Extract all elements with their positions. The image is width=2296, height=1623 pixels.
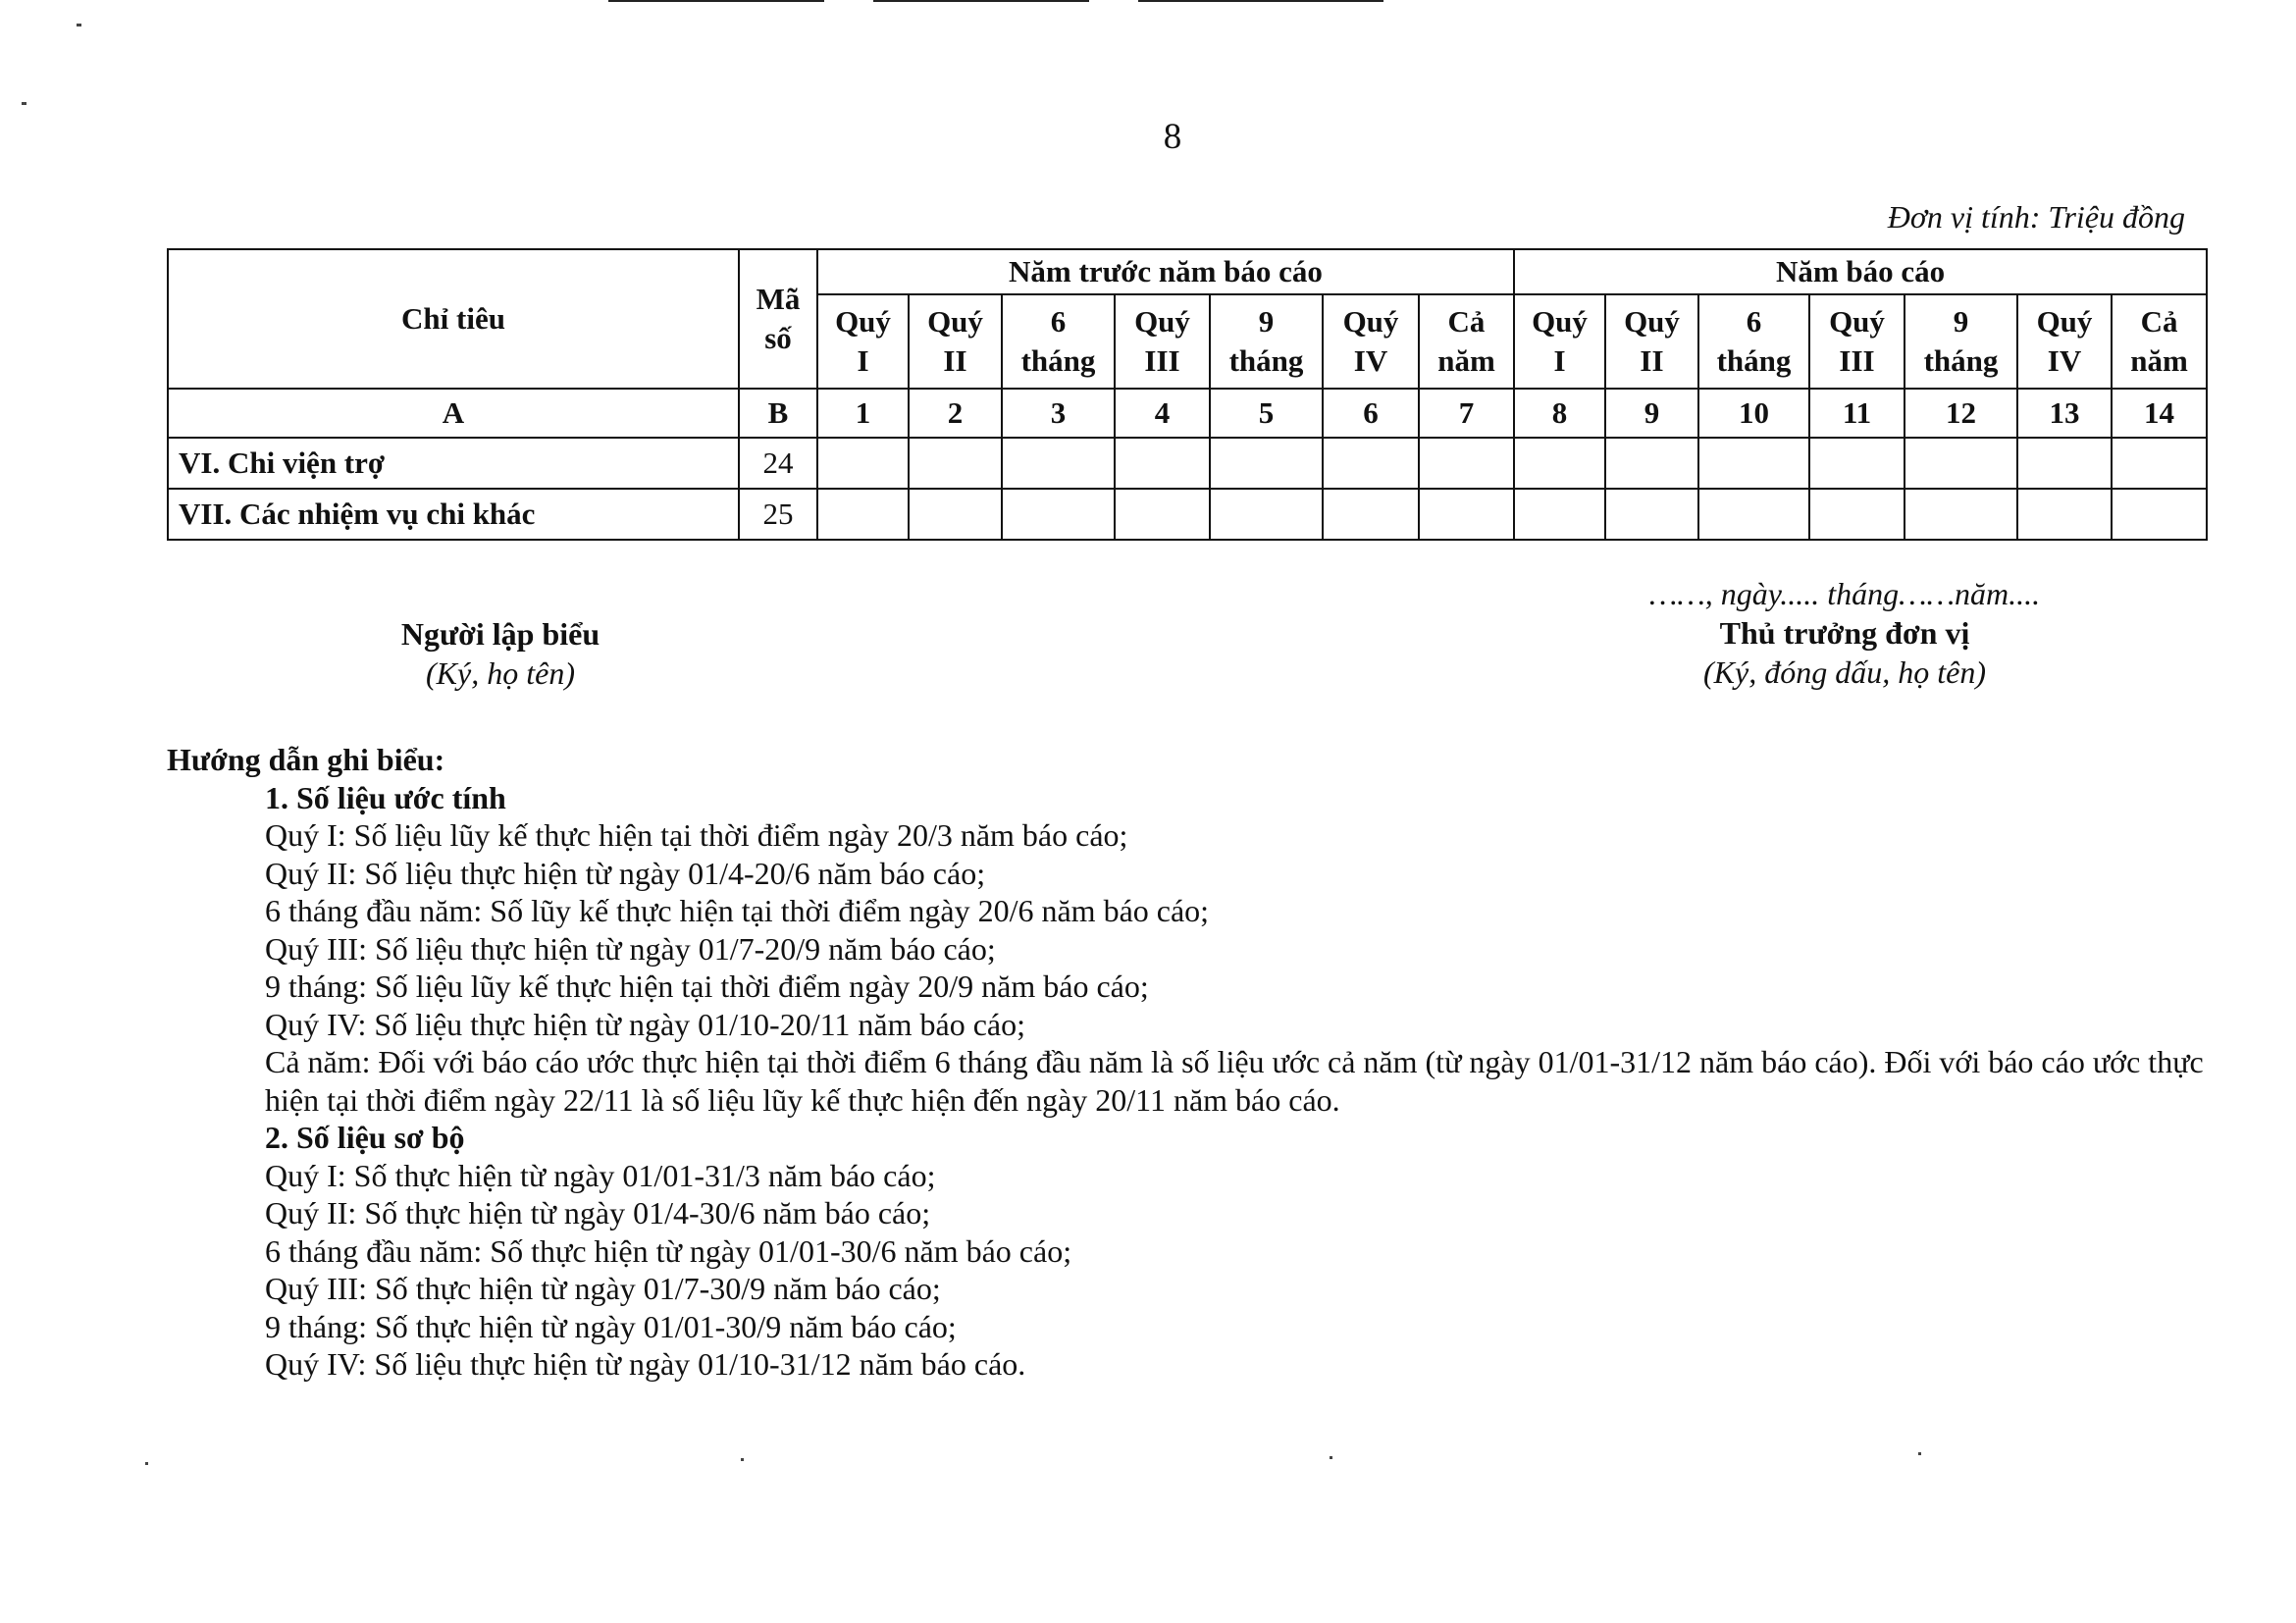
- column-code: 1: [817, 389, 909, 438]
- instructions-section-title: 2. Số liệu sơ bộ: [265, 1120, 465, 1155]
- head-note: (Ký, đóng dấu, họ tên): [1703, 654, 1986, 690]
- header-period-line2: tháng: [1716, 343, 1792, 378]
- empty-cell: [1605, 489, 1698, 540]
- scan-speck: [22, 102, 26, 105]
- header-period: [1115, 294, 1210, 389]
- empty-cell: [1419, 489, 1514, 540]
- header-period-line2: IV: [2047, 343, 2082, 378]
- column-code: 10: [1698, 389, 1809, 438]
- header-period-line2: I: [857, 343, 869, 378]
- header-period: [1698, 294, 1809, 389]
- header-period: [909, 294, 1002, 389]
- column-code: A: [168, 389, 739, 438]
- row-code: 25: [739, 489, 817, 540]
- empty-cell: [1115, 489, 1210, 540]
- header-period-line2: II: [1640, 343, 1664, 378]
- header-period-line1: 9: [1258, 304, 1275, 339]
- preparer-signature-block: [275, 614, 726, 693]
- column-code: 5: [1210, 389, 1323, 438]
- header-period: [1002, 294, 1115, 389]
- instructions-title: Hướng dẫn ghi biểu:: [167, 742, 445, 777]
- header-period-line1: Quý: [1829, 304, 1885, 339]
- header-period-line1: Quý: [1342, 304, 1399, 339]
- scan-edge-line: [608, 0, 824, 2]
- empty-cell: [1514, 489, 1605, 540]
- header-period-line1: Cả: [2140, 304, 2178, 339]
- column-code-row: [168, 389, 2207, 438]
- instructions-item: Quý IV: Số liệu thực hiện từ ngày 01/10-31/12 năm báo cáo.: [265, 1346, 1026, 1382]
- page-number: 8: [1163, 117, 1182, 157]
- empty-cell: [1210, 438, 1323, 489]
- header-period-line2: tháng: [1923, 343, 1999, 378]
- empty-cell: [1698, 489, 1809, 540]
- header-code: Mã số: [739, 249, 817, 389]
- instructions-item: Quý III: Số thực hiện từ ngày 01/7-30/9 năm báo cáo;: [265, 1271, 941, 1306]
- empty-cell: [1905, 438, 2017, 489]
- instructions-item: 6 tháng đầu năm: Số lũy kế thực hiện tại thời điểm ngày 20/6 năm báo cáo;: [265, 893, 1210, 928]
- empty-cell: [1210, 489, 1323, 540]
- empty-cell: [2017, 438, 2112, 489]
- scan-edge-line: [873, 0, 1089, 2]
- column-code: 11: [1809, 389, 1905, 438]
- column-code: 6: [1323, 389, 1419, 438]
- empty-cell: [1809, 438, 1905, 489]
- header-period: [2017, 294, 2112, 389]
- table-row: [168, 438, 2207, 489]
- scan-speck: [1330, 1456, 1332, 1459]
- header-group-report-year: Năm báo cáo: [1514, 249, 2207, 294]
- column-code: 14: [2112, 389, 2207, 438]
- scan-speck: [77, 24, 81, 26]
- date-line: ……, ngày..... tháng……năm....: [1648, 576, 2041, 611]
- scan-speck: [1918, 1452, 1921, 1455]
- empty-cell: [1115, 438, 1210, 489]
- empty-cell: [1323, 489, 1419, 540]
- instructions-item: 6 tháng đầu năm: Số thực hiện từ ngày 01/01-30/6 năm báo cáo;: [265, 1232, 1072, 1269]
- row-code: 24: [739, 438, 817, 489]
- instructions-item: Quý II: Số thực hiện từ ngày 01/4-30/6 năm báo cáo;: [265, 1195, 931, 1230]
- instructions-item: Quý I: Số thực hiện từ ngày 01/01-31/3 năm báo cáo;: [265, 1157, 936, 1193]
- empty-cell: [2017, 489, 2112, 540]
- header-row-groups: [168, 249, 2207, 294]
- header-period-line1: Quý: [1532, 304, 1588, 339]
- instructions-item: Quý I: Số liệu lũy kế thực hiện tại thời điểm ngày 20/3 năm báo cáo;: [265, 817, 1128, 853]
- instructions-item: 9 tháng: Số thực hiện từ ngày 01/01-30/9 năm báo cáo;: [265, 1308, 957, 1344]
- header-period-line2: II: [943, 343, 967, 378]
- table-body: [168, 438, 2207, 540]
- empty-cell: [1514, 438, 1605, 489]
- head-title: Thủ trưởng đơn vị: [1719, 615, 1970, 651]
- header-period: [1323, 294, 1419, 389]
- header-period-line1: Cả: [1447, 304, 1486, 339]
- header-period: [1210, 294, 1323, 389]
- column-code: 13: [2017, 389, 2112, 438]
- empty-cell: [1809, 489, 1905, 540]
- header-period-line2: III: [1839, 343, 1875, 378]
- header-period: [1809, 294, 1905, 389]
- empty-cell: [1605, 438, 1698, 489]
- header-period: [1514, 294, 1605, 389]
- scan-speck: [741, 1458, 744, 1461]
- column-code: B: [739, 389, 817, 438]
- instructions-item: Quý II: Số liệu thực hiện từ ngày 01/4-20/6 năm báo cáo;: [265, 855, 986, 891]
- row-label: VII. Các nhiệm vụ chi khác: [168, 489, 739, 540]
- table-row: [168, 489, 2207, 540]
- column-code: 9: [1605, 389, 1698, 438]
- header-period-line1: Quý: [1624, 304, 1680, 339]
- head-signature-block: [1550, 574, 2139, 692]
- empty-cell: [1419, 438, 1514, 489]
- header-period-line2: năm: [1437, 343, 1495, 378]
- empty-cell: [817, 489, 909, 540]
- empty-cell: [1002, 489, 1115, 540]
- header-period-line1: 6: [1050, 304, 1067, 339]
- column-code: 8: [1514, 389, 1605, 438]
- column-code: 4: [1115, 389, 1210, 438]
- unit-label: Đơn vị tính: Triệu đồng: [1887, 199, 2185, 235]
- header-period: [1905, 294, 2017, 389]
- empty-cell: [909, 438, 1002, 489]
- empty-cell: [1905, 489, 2017, 540]
- instructions: [167, 741, 2218, 1384]
- header-period-line1: Quý: [2036, 304, 2093, 339]
- column-code: 12: [1905, 389, 2017, 438]
- instructions-item: Cả năm: Đối với báo cáo ước thực hiện tại thời điểm 6 tháng đầu năm là số liệu ước cả năm (từ ngày 01/01-31/12 năm báo cáo). Đối với báo cáo ước thực hiện tại thời điểm ngày 22/11 là số liệu lũy kế thực hiện đến ngày 20/11 năm báo cáo.: [265, 1044, 2204, 1118]
- row-label: VI. Chi viện trợ: [168, 438, 739, 489]
- instructions-section-title: 1. Số liệu ước tính: [265, 779, 506, 815]
- header-period: [1605, 294, 1698, 389]
- preparer-title: Người lập biểu: [400, 616, 600, 652]
- header-period-line1: 9: [1953, 304, 1969, 339]
- header-period-line2: tháng: [1228, 343, 1304, 378]
- header-period-line2: năm: [2130, 343, 2188, 378]
- instructions-item: Quý III: Số liệu thực hiện từ ngày 01/7-20/9 năm báo cáo;: [265, 930, 996, 967]
- empty-cell: [1698, 438, 1809, 489]
- report-table: [167, 248, 2208, 541]
- header-period: [2112, 294, 2207, 389]
- empty-cell: [909, 489, 1002, 540]
- header-period-line2: tháng: [1020, 343, 1096, 378]
- header-period: [1419, 294, 1514, 389]
- empty-cell: [2112, 489, 2207, 540]
- empty-cell: [1002, 438, 1115, 489]
- column-code: 2: [909, 389, 1002, 438]
- empty-cell: [2112, 438, 2207, 489]
- header-group-previous-year: Năm trước năm báo cáo: [817, 249, 1514, 294]
- preparer-note: (Ký, họ tên): [426, 655, 575, 691]
- column-code: 3: [1002, 389, 1115, 438]
- empty-cell: [817, 438, 909, 489]
- header-period-line1: Quý: [927, 304, 983, 339]
- header-period-line1: 6: [1746, 304, 1762, 339]
- header-period-line1: Quý: [835, 304, 891, 339]
- header-indicator: Chỉ tiêu: [168, 249, 739, 389]
- scan-speck: [145, 1462, 148, 1465]
- scan-edge-line: [1138, 0, 1383, 2]
- header-period-line2: I: [1553, 343, 1566, 378]
- header-period-line2: III: [1144, 343, 1180, 378]
- header-period: [817, 294, 909, 389]
- header-period-line1: Quý: [1134, 304, 1190, 339]
- empty-cell: [1323, 438, 1419, 489]
- header-period-line2: IV: [1353, 343, 1388, 378]
- column-code: 7: [1419, 389, 1514, 438]
- instructions-item: Quý IV: Số liệu thực hiện từ ngày 01/10-20/11 năm báo cáo;: [265, 1006, 1025, 1042]
- instructions-item: 9 tháng: Số liệu lũy kế thực hiện tại thời điểm ngày 20/9 năm báo cáo;: [265, 969, 1149, 1004]
